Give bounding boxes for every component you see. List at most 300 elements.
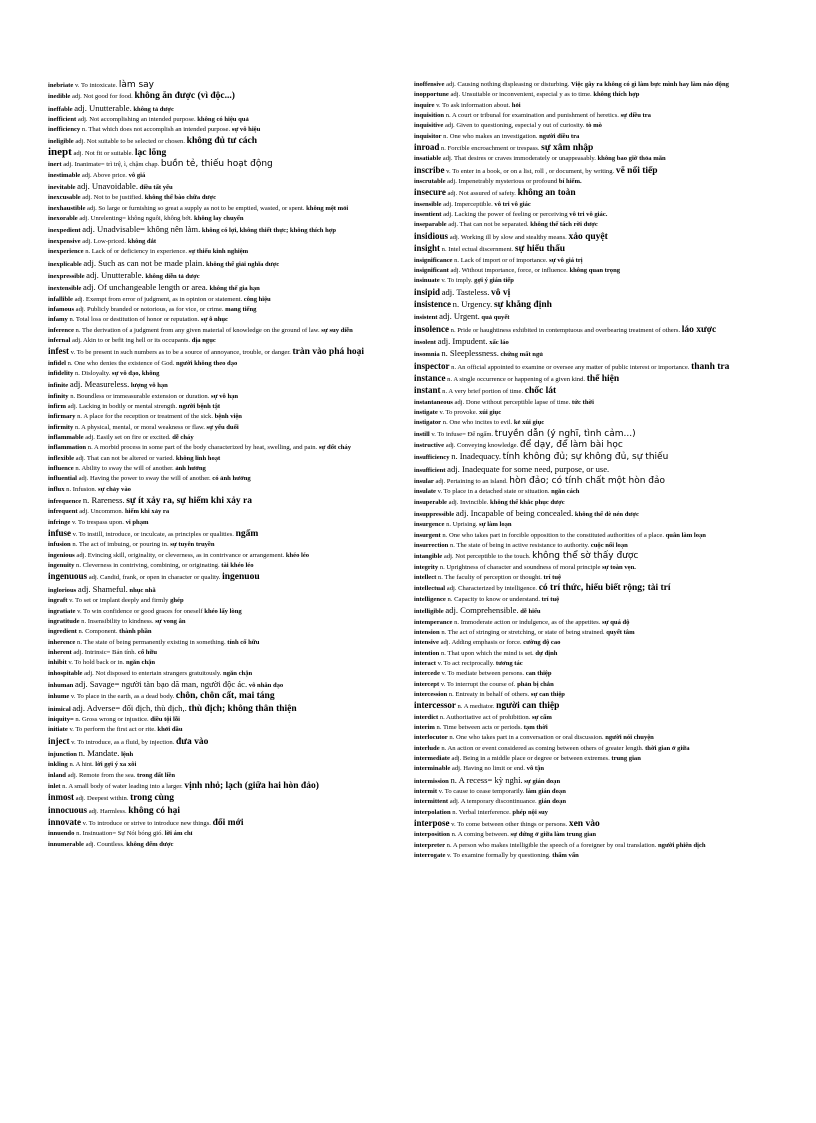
entry-definition: v. To act reciprocally. xyxy=(437,659,495,667)
entry-vietnamese-translation: địa ngục xyxy=(191,336,216,344)
entry-definition: n. One who incites to evil. xyxy=(442,419,513,427)
entry-headword: inseparable xyxy=(414,221,447,229)
entry-headword: interpolation xyxy=(414,808,451,816)
dictionary-entry xyxy=(414,775,804,787)
right-column xyxy=(414,80,804,861)
entry-vietnamese-translation: trí tuệ xyxy=(543,574,561,582)
entry-definition: n. Rareness. xyxy=(82,495,125,506)
entry-headword: instructive xyxy=(414,442,445,449)
entry-definition: adj. Characterized by intelligence. xyxy=(446,585,538,593)
dictionary-entry xyxy=(414,830,804,840)
entry-vietnamese-translation: chứng mất ngủ xyxy=(500,351,543,359)
entry-headword: interminable xyxy=(414,765,451,773)
entry-definition: adj. Intrinsic= Bản tính. xyxy=(73,648,137,656)
entry-headword: insatiable xyxy=(414,155,442,163)
dictionary-entry xyxy=(48,103,403,115)
entry-headword: insight xyxy=(414,243,441,254)
dictionary-entry xyxy=(414,669,804,679)
dictionary-entry xyxy=(48,658,403,668)
dictionary-entry xyxy=(414,638,804,648)
entry-vietnamese-translation: người bệnh tật xyxy=(178,402,221,410)
entry-vietnamese-translation: khéo léo xyxy=(285,551,310,559)
entry-definition: adj. Such as can not be made plain. xyxy=(83,257,205,268)
dictionary-entry xyxy=(414,429,804,440)
entry-definition: n. A coming between. xyxy=(451,831,509,839)
entry-definition: v. To place in the earth, as a dead body. xyxy=(70,693,175,701)
dictionary-entry xyxy=(414,220,804,230)
entry-vietnamese-translation: không quan trọng xyxy=(569,266,621,274)
entry-headword: inkling xyxy=(48,761,68,769)
dictionary-entry xyxy=(414,808,804,818)
entry-definition: adj. Shameful. xyxy=(77,583,128,594)
dictionary-entry xyxy=(48,584,403,596)
entry-headword: infamy xyxy=(48,316,68,324)
dictionary-entry xyxy=(48,781,403,792)
entry-headword: inept xyxy=(48,146,72,159)
entry-headword: intermission xyxy=(414,777,449,785)
entry-definition: v. To infuse= Để ngấm. xyxy=(431,430,494,438)
entry-vietnamese-translation: ingenuou xyxy=(222,572,260,583)
entry-vietnamese-translation: vẽ nối tiếp xyxy=(615,165,658,176)
dictionary-entry xyxy=(414,187,804,199)
entry-vietnamese-translation: sự ô nhục xyxy=(200,316,228,324)
entry-headword: interact xyxy=(414,659,436,667)
entry-vietnamese-translation: thù địch; không thân thiện xyxy=(188,703,297,714)
entry-definition: n. A single occurrence or happening of a given kind. xyxy=(447,375,586,383)
entry-headword: infrequence xyxy=(48,498,82,506)
entry-headword: instigate xyxy=(414,408,438,416)
entry-definition: adj. That can not be separated. xyxy=(448,221,529,229)
entry-headword: ingratiate xyxy=(48,607,76,615)
dictionary-entry xyxy=(48,270,403,282)
entry-headword: intangible xyxy=(414,553,443,561)
dictionary-entry xyxy=(414,733,804,743)
entry-vietnamese-translation: sự đốt cháy xyxy=(318,444,352,452)
entry-headword: inflammable xyxy=(48,434,84,441)
entry-definition: adj. Evincing skill, originality, or cleverness, as in contrivance or arrangement. xyxy=(76,551,285,559)
entry-definition: v. To hold back or in. xyxy=(68,659,125,667)
dictionary-entry xyxy=(414,595,804,605)
entry-definition: adj. Having no limit or end. xyxy=(451,765,525,773)
dictionary-entry xyxy=(48,305,403,315)
entry-vietnamese-translation: chốc lát xyxy=(524,386,557,397)
dictionary-entry xyxy=(414,256,804,266)
entry-vietnamese-translation: không thể đè nén được xyxy=(574,511,639,519)
entry-headword: instantaneous xyxy=(414,398,453,406)
entry-vietnamese-translation: sự ít xảy ra, sự hiếm khi xảy ra xyxy=(126,496,252,507)
entry-headword: insignificant xyxy=(414,266,449,274)
entry-definition: n. Disloyalty. xyxy=(74,369,111,377)
entry-vietnamese-translation: không thích hợp xyxy=(593,91,640,99)
entry-vietnamese-translation: lời gợi ý xa xôi xyxy=(95,761,137,769)
entry-definition: n. Insinuation= Sự Nói bóng gió. xyxy=(76,830,164,838)
entry-headword: insistence xyxy=(414,298,451,309)
entry-headword: inedible xyxy=(48,93,71,101)
entry-headword: inscribe xyxy=(414,164,445,175)
dictionary-entry xyxy=(414,764,804,774)
entry-headword: infallible xyxy=(48,295,73,303)
entry-definition: adj. Unavoidable. xyxy=(77,181,138,192)
entry-definition: n. A recess= kỳ nghỉ. xyxy=(450,774,523,785)
dictionary-entry xyxy=(48,817,403,829)
dictionary-entry xyxy=(414,818,804,830)
entry-headword: inexorable xyxy=(48,215,78,223)
entry-vietnamese-translation: không ăn được (vì độc...) xyxy=(134,91,235,102)
entry-headword: infinite xyxy=(48,382,69,390)
entry-vietnamese-translation: bệnh viện xyxy=(214,413,242,421)
entry-headword: influence xyxy=(48,465,74,473)
entry-vietnamese-translation: ảnh hưởng xyxy=(175,465,206,473)
entry-headword: injunction xyxy=(48,750,77,758)
dictionary-entry xyxy=(48,315,403,325)
dictionary-entry xyxy=(48,691,403,702)
entry-vietnamese-translation: lời ám chỉ xyxy=(164,830,193,838)
entry-definition: n. Total loss or destitution of honor or reputation. xyxy=(69,316,200,324)
entry-definition: n. A mediator. xyxy=(457,703,495,711)
entry-vietnamese-translation: kẻ xúi giục xyxy=(513,419,545,427)
dictionary-entry xyxy=(48,596,403,606)
dictionary-entry xyxy=(414,154,804,164)
dictionary-entry xyxy=(414,231,804,243)
dictionary-entry xyxy=(414,713,804,723)
entry-headword: initiate xyxy=(48,726,68,734)
entry-headword: ingenuous xyxy=(48,571,88,582)
entry-definition: n. Mandate. xyxy=(78,747,120,758)
dictionary-entry xyxy=(48,840,403,850)
entry-vietnamese-translation: trong đất liền xyxy=(137,771,176,779)
entry-vietnamese-translation: không diễn tả được xyxy=(145,272,200,280)
entry-definition: adj. Imperceptible. xyxy=(443,200,493,208)
entry-definition: n. Intel ectual discernment. xyxy=(441,246,514,254)
entry-headword: inland xyxy=(48,771,66,779)
entry-headword: insentient xyxy=(414,211,442,219)
dictionary-entry xyxy=(48,147,403,159)
entry-vietnamese-translation: nhục nhã xyxy=(129,586,156,594)
dictionary-entry xyxy=(48,326,403,336)
dictionary-entry xyxy=(414,243,804,255)
dictionary-entry xyxy=(48,703,403,715)
entry-definition: adj. Comprehensible. xyxy=(445,605,519,616)
entry-vietnamese-translation: trí tuệ xyxy=(541,595,560,603)
dictionary-entry xyxy=(48,551,403,561)
dictionary-entry xyxy=(48,258,403,270)
entry-definition: n. Uprising. xyxy=(446,521,478,529)
entry-headword: insufficiency xyxy=(414,454,450,462)
entry-definition: adj. Not disposed to entertain strangers gratuitously. xyxy=(84,669,222,677)
dictionary-entry xyxy=(414,165,804,177)
dictionary-entry xyxy=(414,659,804,669)
entry-vietnamese-translation: hiếm khi xảy ra xyxy=(125,508,170,516)
entry-vietnamese-translation: tức thời xyxy=(571,398,594,406)
entry-definition: adj. Unutterable. xyxy=(74,102,132,113)
entry-definition: v. To trespass upon. xyxy=(72,518,124,526)
entry-definition: adj. Countless. xyxy=(85,840,125,848)
entry-vietnamese-translation: sự toàn vẹn. xyxy=(602,563,636,571)
entry-headword: inestimable xyxy=(48,171,81,179)
dictionary-entry xyxy=(48,224,403,236)
dictionary-entry xyxy=(48,454,403,464)
entry-vietnamese-translation: hỏi xyxy=(511,101,521,109)
entry-vietnamese-translation: tràn vào phá hoại xyxy=(292,347,365,358)
entry-vietnamese-translation: cường độ cao xyxy=(523,639,561,647)
entry-headword: inhuman xyxy=(48,681,74,689)
dictionary-entry xyxy=(48,464,403,474)
entry-definition: adj. Conveying knowledge. xyxy=(445,442,519,449)
entry-headword: integrity xyxy=(414,563,439,571)
entry-definition: n. That which does not accomplish an intended purpose. xyxy=(81,126,231,134)
entry-definition: v. To place in a detached state or situation. xyxy=(437,488,550,496)
entry-definition: v. To ask information about. xyxy=(436,101,511,109)
entry-vietnamese-translation: khéo lấy lòng xyxy=(204,607,242,615)
dictionary-entry xyxy=(48,423,403,433)
entry-vietnamese-translation: sự điều tra xyxy=(620,112,651,120)
entry-definition: n. Verbal interference. xyxy=(452,808,511,816)
entry-headword: ingenuity xyxy=(48,562,75,570)
entry-definition: adj. Savage= người tàn bạo dã man, người độc ác. xyxy=(74,678,248,689)
entry-definition: n. A very brief portion of time. xyxy=(442,388,524,396)
entry-definition: n. The faculty of perception or thought. xyxy=(438,574,542,582)
entry-vietnamese-translation: không mệt mỏi xyxy=(306,204,349,212)
entry-vietnamese-translation: có trí thức, hiểu biết rộng; tài trí xyxy=(538,583,671,594)
entry-vietnamese-translation: sự vô hạn xyxy=(211,392,239,400)
entry-headword: ingenious xyxy=(48,551,75,559)
entry-vietnamese-translation: vịnh nhỏ; lạch (giữa hai hòn đảo) xyxy=(184,781,319,791)
dictionary-entry xyxy=(48,561,403,571)
entry-headword: influx xyxy=(48,485,65,493)
dictionary-entry xyxy=(48,136,403,147)
entry-headword: ineligible xyxy=(48,137,74,145)
dictionary-entry xyxy=(48,540,403,550)
entry-definition: n. Urgency. xyxy=(452,298,493,309)
entry-vietnamese-translation: thành phần xyxy=(119,628,152,636)
entry-definition: n. One who denies the existence of God. xyxy=(67,359,175,367)
dictionary-entry xyxy=(48,571,403,583)
entry-vietnamese-translation: gợi ý gián tiếp xyxy=(474,277,514,285)
entry-headword: inflammation xyxy=(48,444,87,452)
entry-vietnamese-translation: không lay chuyển xyxy=(194,215,244,223)
entry-headword: inquire xyxy=(414,101,435,109)
dictionary-entry xyxy=(48,474,403,484)
entry-definition: v. To perform the first act or rite. xyxy=(69,726,156,734)
entry-headword: inopportune xyxy=(414,91,449,99)
entry-definition: adj. Not assured of safety. xyxy=(447,190,516,198)
entry-definition: v. To interrupt the course of. xyxy=(440,680,516,688)
entry-definition: n. A court or tribunal for examination and punishment of heretics. xyxy=(445,112,619,120)
entry-headword: instigator xyxy=(414,419,442,427)
entry-headword: innovate xyxy=(48,817,82,828)
entry-definition: adj. Low-priced. xyxy=(82,237,127,245)
entry-headword: inexhaustible xyxy=(48,204,86,212)
entry-definition: adj. Having the power to sway the will of another. xyxy=(78,475,211,483)
entry-definition: v. To introduce, as a fluid, by injection. xyxy=(71,738,175,746)
entry-definition: adj. Impudent. xyxy=(437,335,488,346)
dictionary-entry xyxy=(48,193,403,203)
dictionary-entry xyxy=(48,725,403,735)
entry-headword: inhibit xyxy=(48,659,67,667)
entry-definition: adj. Being in a middle place or degree or between extremes. xyxy=(451,754,610,762)
entry-definition: v. To imply. xyxy=(441,277,473,285)
dictionary-entry xyxy=(48,648,403,658)
entry-headword: interlude xyxy=(414,744,440,752)
entry-headword: inference xyxy=(48,326,74,334)
entry-vietnamese-translation: sự vô đạo, không xyxy=(111,369,160,377)
entry-vietnamese-translation: ngăn chặn xyxy=(223,669,253,677)
entry-vietnamese-translation: cố hữu xyxy=(137,648,158,656)
entry-headword: interdict xyxy=(414,713,439,721)
dictionary-entry xyxy=(414,336,804,348)
entry-vietnamese-translation: điều tất yếu xyxy=(139,184,173,192)
dictionary-entry xyxy=(414,851,804,861)
entry-definition: adj. Measureless. xyxy=(69,379,130,390)
entry-headword: infirmary xyxy=(48,413,76,421)
entry-vietnamese-translation: lệnh xyxy=(121,750,134,758)
dictionary-entry xyxy=(414,618,804,628)
entry-vietnamese-translation: sự xâm nhập xyxy=(541,143,594,154)
entry-headword: intellectual xyxy=(414,585,446,593)
dictionary-entry xyxy=(414,680,804,690)
entry-definition: n. Sleeplessness. xyxy=(441,348,499,359)
entry-headword: ineffable xyxy=(48,105,73,113)
entry-vietnamese-translation: không đếm được xyxy=(126,840,174,848)
entry-definition: n. The state of being permanently existing in something. xyxy=(77,638,226,646)
entry-definition: adj. Exempt from error of judgment, as in opinion or statement. xyxy=(74,295,243,303)
entry-vietnamese-translation: láo xược xyxy=(681,324,717,335)
entry-definition: n. The act of stringing or stretching, or state of being strained. xyxy=(441,628,605,636)
entry-headword: interlocutor xyxy=(414,734,448,742)
entry-headword: inquisitive xyxy=(414,122,444,130)
entry-headword: insuppressible xyxy=(414,511,455,519)
dictionary-entry xyxy=(48,715,403,725)
entry-headword: intercessor xyxy=(414,700,456,711)
entry-definition: adj. Done without perceptible lapse of time. xyxy=(454,398,571,406)
entry-headword: iniquity= xyxy=(48,715,74,723)
entry-vietnamese-translation: điều tội lỗi xyxy=(150,715,181,723)
entry-definition: adj. A temporary discontinuance. xyxy=(449,798,537,806)
entry-vietnamese-translation: đổi mới xyxy=(212,818,244,829)
entry-definition: n. Time between acts or periods. xyxy=(436,723,523,731)
entry-definition: adj. Tasteless. xyxy=(441,286,490,297)
entry-headword: innumerable xyxy=(48,840,84,848)
dictionary-entry xyxy=(414,583,804,594)
dictionary-entry xyxy=(414,200,804,210)
entry-vietnamese-translation: không thể tách rời được xyxy=(530,221,598,229)
entry-headword: inhospitable xyxy=(48,669,83,677)
dictionary-entry xyxy=(414,520,804,530)
entry-vietnamese-translation: vô nhân đạo xyxy=(248,681,284,689)
entry-vietnamese-translation: không linh hoạt xyxy=(175,454,221,462)
entry-definition: adj. Pertaining to an island. xyxy=(435,478,508,486)
entry-vietnamese-translation: tính không đủ; sự không đủ, sự thiếu xyxy=(502,452,669,463)
entry-vietnamese-translation: sự yếu đuối xyxy=(206,423,239,431)
entry-headword: infidelity xyxy=(48,369,74,377)
entry-headword: interpreter xyxy=(414,841,445,849)
dictionary-entry xyxy=(414,628,804,638)
entry-definition: n. Capacity to know or understand. xyxy=(447,595,541,603)
entry-definition: adj. That desires or craves immoderately or unappeasably. xyxy=(442,155,596,163)
entry-definition: adj. Akin to or befit ing hell or its occupants. xyxy=(72,336,191,344)
entry-definition: v. To mediate between persons. xyxy=(441,670,525,678)
entry-vietnamese-translation: thời gian ở giữa xyxy=(645,744,690,752)
entry-headword: inebriate xyxy=(48,82,74,89)
dictionary-entry xyxy=(48,346,403,358)
entry-headword: inert xyxy=(48,161,62,169)
entry-vietnamese-translation: người không theo đạo xyxy=(176,359,238,367)
entry-headword: infirm xyxy=(48,402,66,410)
dictionary-entry xyxy=(48,412,403,422)
entry-definition: adj. So large or furnishing so great a supply as not to be emptied, wasted, or spent. xyxy=(87,204,305,212)
dictionary-entry xyxy=(48,369,403,379)
entry-definition: n. The state of being in active resistance to authority. xyxy=(449,542,590,550)
dictionary-entry xyxy=(414,841,804,851)
entry-headword: inroad xyxy=(414,142,440,153)
entry-headword: ingraft xyxy=(48,597,68,605)
entry-headword: ingredient xyxy=(48,628,77,636)
entry-definition: v. To set or implant deeply and firmly xyxy=(69,597,169,605)
dictionary-entry xyxy=(48,485,403,495)
dictionary-entry xyxy=(48,669,403,679)
entry-vietnamese-translation: vô tri vô giác. xyxy=(569,211,608,219)
entry-vietnamese-translation: xấc láo xyxy=(489,338,509,346)
dictionary-entry xyxy=(48,627,403,637)
dictionary-entry xyxy=(414,385,804,397)
dictionary-entry xyxy=(414,418,804,428)
entry-definition: v. To be present in such numbers as to be a source of annoyance, trouble, or danger. xyxy=(70,349,291,357)
entry-vietnamese-translation: tài khéo léo xyxy=(221,562,254,570)
entry-headword: insulate xyxy=(414,488,436,496)
dictionary-entry xyxy=(48,507,403,517)
entry-definition: adj. Inanimate= trì trệ, ì, chậm chạp. xyxy=(63,161,160,169)
dictionary-entry xyxy=(414,649,804,659)
entry-headword: insular xyxy=(414,478,434,486)
dictionary-entry xyxy=(414,551,804,562)
dictionary-entry xyxy=(414,754,804,764)
entry-headword: interrogate xyxy=(414,852,446,860)
dictionary-entry xyxy=(414,90,804,100)
dictionary-entry xyxy=(414,787,804,797)
entry-vietnamese-translation: làm say xyxy=(118,80,154,90)
entry-vietnamese-translation: sự vô hiệu xyxy=(231,126,261,134)
entry-headword: infinity xyxy=(48,392,69,400)
entry-vietnamese-translation: vô giá xyxy=(128,171,146,179)
dictionary-entry xyxy=(414,573,804,583)
entry-vietnamese-translation: gián đoạn xyxy=(538,798,567,806)
entry-headword: intermediate xyxy=(414,754,450,762)
dictionary-entry xyxy=(414,541,804,551)
entry-headword: infusion xyxy=(48,541,71,549)
entry-headword: intemperance xyxy=(414,618,453,626)
dictionary-entry xyxy=(48,443,403,453)
entry-vietnamese-translation: phép nội suy xyxy=(512,808,548,816)
entry-vietnamese-translation: không thể bào chữa được xyxy=(144,194,217,202)
entry-headword: insignificance xyxy=(414,256,453,264)
entry-vietnamese-translation: trong cùng xyxy=(130,793,174,804)
entry-vietnamese-translation: mang tiếng xyxy=(225,305,257,313)
entry-headword: infrequent xyxy=(48,508,78,516)
entry-vietnamese-translation: tính cố hữu xyxy=(227,638,260,646)
entry-vietnamese-translation: sự làm loạn xyxy=(479,521,512,529)
entry-definition: n. Inadequacy. xyxy=(451,451,501,462)
entry-vietnamese-translation: sự quá độ xyxy=(602,618,630,626)
entry-vietnamese-translation: không có lợi, không thiết thực; không thích hợp xyxy=(201,227,337,235)
dictionary-entry xyxy=(48,771,403,781)
entry-definition: v. To introduce or strive to introduce new things. xyxy=(82,820,211,828)
entry-vietnamese-translation: vi phạm xyxy=(125,518,149,526)
entry-vietnamese-translation: sự suy diễn xyxy=(321,326,353,334)
entry-definition: adj. Unrelenting= không nguôi, không bớt. xyxy=(79,215,193,223)
entry-vietnamese-translation: quân làm loạn xyxy=(665,531,706,539)
entry-vietnamese-translation: không tả được xyxy=(133,105,174,113)
entry-vietnamese-translation: có ảnh hưởng xyxy=(212,475,251,483)
